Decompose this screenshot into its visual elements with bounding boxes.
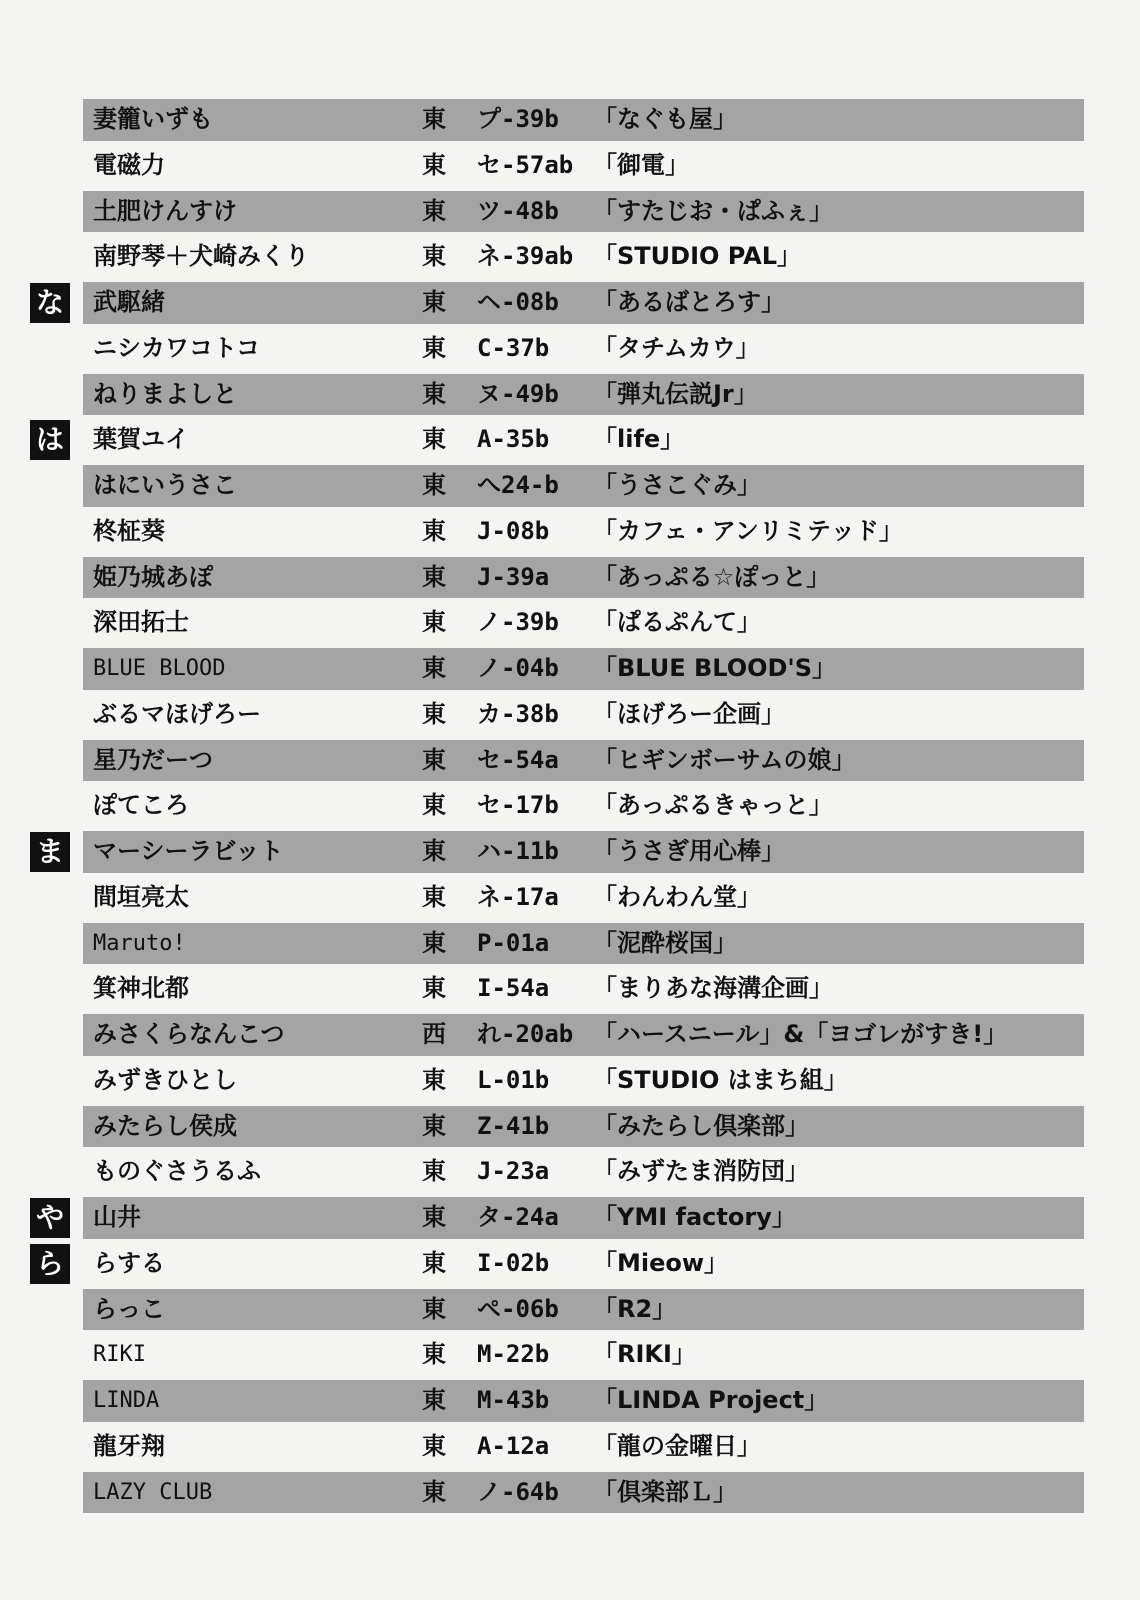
circle-name: 「弾丸伝説Jr」 [593, 379, 758, 408]
list-item [0, 600, 1140, 646]
space-number: M-43b [477, 1386, 550, 1414]
list-item [0, 463, 1140, 509]
artist-name: 星乃だーつ [93, 745, 213, 774]
artist-listing [0, 97, 1140, 1515]
hall: 東 [422, 1294, 446, 1323]
space-number: I-02b [477, 1248, 550, 1277]
space-number: セ-57ab [477, 150, 574, 179]
list-item [0, 509, 1140, 555]
row-band [83, 602, 1084, 644]
artist-name: らっこ [93, 1294, 165, 1323]
hall: 東 [422, 562, 446, 591]
circle-name: 「ぱるぷんて」 [593, 608, 761, 637]
space-number: ヌ-49b [477, 379, 559, 408]
hall: 東 [422, 837, 446, 865]
hall: 東 [422, 1157, 446, 1186]
circle-name: 「RIKI」 [593, 1340, 696, 1369]
circle-name: 「御電」 [593, 150, 689, 179]
list-item [0, 1012, 1140, 1058]
row-band [83, 1197, 1084, 1239]
hall: 東 [422, 471, 446, 499]
hall: 東 [422, 1065, 446, 1094]
row-band [83, 99, 1084, 141]
hall: 東 [422, 1340, 446, 1369]
artist-name: 間垣亮太 [93, 882, 189, 911]
space-number: ノ-39b [477, 608, 559, 637]
circle-name: 「YMI factory」 [593, 1203, 796, 1231]
space-number: I-54a [477, 974, 550, 1003]
artist-name: 電磁力 [93, 150, 165, 179]
hall: 東 [422, 699, 446, 728]
space-number: れ-20ab [477, 1020, 574, 1048]
space-number: C-37b [477, 333, 550, 362]
list-item [0, 829, 1140, 875]
index-tab: ら [30, 1244, 70, 1284]
space-number: セ-17b [477, 791, 559, 820]
space-number: Z-41b [477, 1111, 550, 1140]
circle-name: 「すたじお・ぱふぇ」 [593, 196, 833, 225]
hall: 西 [422, 1020, 446, 1048]
row-band [83, 968, 1084, 1010]
space-number: へ24-b [477, 471, 559, 499]
row-band [83, 923, 1084, 965]
artist-name: 龍牙翔 [93, 1431, 165, 1460]
list-item [0, 875, 1140, 921]
artist-name: 姫乃城あぽ [93, 562, 213, 591]
circle-name: 「ハースニール」&「ヨゴレがすき!」 [593, 1020, 1008, 1048]
index-tab: や [30, 1198, 70, 1238]
artist-name: はにいうさこ [93, 471, 237, 499]
space-number: L-01b [477, 1065, 550, 1094]
row-band [83, 419, 1084, 461]
hall: 東 [422, 1111, 446, 1140]
index-tab: ま [30, 832, 70, 872]
circle-name: 「BLUE BLOOD'S」 [593, 654, 837, 682]
hall: 東 [422, 791, 446, 820]
artist-name: みさくらなんこつ [93, 1020, 285, 1048]
artist-name: みたらし侯成 [93, 1111, 237, 1140]
hall: 東 [422, 928, 446, 957]
artist-name: ぶるマほげろー [93, 699, 261, 728]
row-band [83, 1380, 1084, 1422]
space-number: J-39a [477, 562, 550, 591]
circle-name: 「STUDIO PAL」 [593, 242, 802, 271]
hall: 東 [422, 608, 446, 637]
list-item [0, 417, 1140, 463]
space-number: ノ-64b [477, 1477, 559, 1506]
space-number: ハ-11b [477, 837, 559, 865]
row-band [83, 648, 1084, 690]
hall: 東 [422, 150, 446, 179]
list-item [0, 738, 1140, 784]
hall: 東 [422, 1248, 446, 1277]
circle-name: 「わんわん堂」 [593, 882, 761, 911]
circle-name: 「あるばとろす」 [593, 288, 785, 316]
space-number: ヘ-08b [477, 288, 559, 316]
list-item [0, 372, 1140, 418]
space-number: セ-54a [477, 745, 559, 774]
hall: 東 [422, 882, 446, 911]
artist-name: 柊柾葵 [93, 516, 165, 545]
circle-name: 「みたらし倶楽部」 [593, 1111, 809, 1140]
list-item [0, 1241, 1140, 1287]
artist-name: 南野琴＋犬崎みくり [93, 242, 309, 271]
hall: 東 [422, 745, 446, 774]
list-item [0, 1149, 1140, 1195]
circle-name: 「龍の金曜日」 [593, 1431, 761, 1460]
row-band [83, 557, 1084, 599]
circle-name: 「みずたま消防団」 [593, 1157, 809, 1186]
list-item [0, 783, 1140, 829]
circle-name: 「Mieow」 [593, 1248, 729, 1277]
circle-name: 「あっぷる☆ぽっと」 [593, 562, 831, 591]
list-item [0, 1378, 1140, 1424]
space-number: ノ-04b [477, 654, 559, 682]
hall: 東 [422, 1386, 446, 1414]
artist-name: ぽてころ [93, 791, 189, 820]
artist-name: RIKI [93, 1342, 146, 1368]
artist-name: みずきひとし [93, 1065, 237, 1094]
artist-name: ニシカワコトコ [93, 333, 261, 362]
hall: 東 [422, 1477, 446, 1506]
row-band [83, 1243, 1084, 1285]
circle-name: 「life」 [593, 425, 685, 454]
space-number: ネ-39ab [477, 242, 574, 271]
circle-name: 「うさぎ用心棒」 [593, 837, 785, 865]
hall: 東 [422, 288, 446, 316]
space-number: P-01a [477, 928, 550, 957]
circle-name: 「泥酔桜国」 [593, 928, 737, 957]
list-item [0, 646, 1140, 692]
index-tab: な [30, 283, 70, 323]
circle-name: 「なぐも屋」 [593, 105, 737, 133]
artist-name: ものぐさうるふ [93, 1157, 261, 1186]
hall: 東 [422, 516, 446, 545]
list-item [0, 326, 1140, 372]
artist-name: らする [93, 1248, 165, 1277]
circle-name: 「STUDIO はまち組」 [593, 1065, 848, 1094]
artist-name: 山井 [93, 1203, 141, 1231]
list-item [0, 1195, 1140, 1241]
list-item [0, 966, 1140, 1012]
space-number: A-35b [477, 425, 550, 454]
list-item [0, 234, 1140, 280]
hall: 東 [422, 333, 446, 362]
space-number: タ-24a [477, 1203, 559, 1231]
artist-name: マーシーラビット [93, 837, 284, 865]
artist-name: Maruto! [93, 930, 186, 956]
list-item [0, 921, 1140, 967]
row-band [83, 511, 1084, 553]
circle-name: 「カフェ・アンリミテッド」 [593, 516, 903, 545]
list-item [0, 1287, 1140, 1333]
space-number: M-22b [477, 1340, 550, 1369]
artist-name: BLUE BLOOD [93, 656, 226, 681]
row-band [83, 1289, 1084, 1331]
hall: 東 [422, 425, 446, 454]
list-item [0, 692, 1140, 738]
artist-name: LAZY CLUB [93, 1479, 213, 1505]
row-band [83, 1426, 1084, 1468]
row-band [83, 785, 1084, 827]
hall: 東 [422, 379, 446, 408]
space-number: カ-38b [477, 699, 559, 728]
row-band [83, 145, 1084, 187]
list-item [0, 280, 1140, 326]
list-item [0, 555, 1140, 601]
row-band [83, 877, 1084, 919]
hall: 東 [422, 1431, 446, 1460]
list-item [0, 143, 1140, 189]
circle-name: 「倶楽部Ｌ」 [593, 1477, 737, 1506]
circle-name: 「LINDA Project」 [593, 1386, 829, 1414]
space-number: ツ-48b [477, 196, 559, 225]
circle-name: 「うさこぐみ」 [593, 471, 761, 499]
row-band [83, 1472, 1084, 1514]
row-band [83, 740, 1084, 782]
row-band [83, 282, 1084, 324]
list-item [0, 97, 1140, 143]
artist-name: 妻籠いずも [93, 105, 213, 133]
hall: 東 [422, 242, 446, 271]
space-number: プ-39b [477, 105, 559, 133]
circle-name: 「R2」 [593, 1294, 677, 1323]
row-band [83, 1334, 1084, 1376]
list-item [0, 189, 1140, 235]
artist-name: LINDA [93, 1388, 160, 1413]
space-number: ペ-06b [477, 1294, 559, 1323]
hall: 東 [422, 974, 446, 1003]
circle-name: 「あっぷるきゃっと」 [593, 791, 833, 820]
space-number: J-08b [477, 516, 550, 545]
hall: 東 [422, 105, 446, 133]
hall: 東 [422, 654, 446, 682]
artist-name: ねりまよしと [93, 379, 237, 408]
list-item [0, 1104, 1140, 1150]
artist-name: 武駆緒 [93, 288, 165, 316]
circle-name: 「ヒギンボーサムの娘」 [593, 745, 856, 774]
list-item [0, 1332, 1140, 1378]
list-item [0, 1058, 1140, 1104]
space-number: A-12a [477, 1431, 550, 1460]
hall: 東 [422, 196, 446, 225]
space-number: ネ-17a [477, 882, 559, 911]
index-tab: は [30, 420, 70, 460]
artist-name: 箕神北都 [93, 974, 189, 1003]
artist-name: 深田拓士 [93, 608, 189, 637]
artist-name: 土肥けんすけ [93, 196, 237, 225]
circle-name: 「まりあな海溝企画」 [593, 974, 833, 1003]
circle-name: 「ほげろー企画」 [593, 699, 785, 728]
list-item [0, 1470, 1140, 1516]
artist-name: 葉賀ユイ [93, 425, 189, 454]
circle-name: 「タチムカウ」 [593, 333, 760, 362]
space-number: J-23a [477, 1157, 550, 1186]
list-item [0, 1424, 1140, 1470]
hall: 東 [422, 1203, 446, 1231]
